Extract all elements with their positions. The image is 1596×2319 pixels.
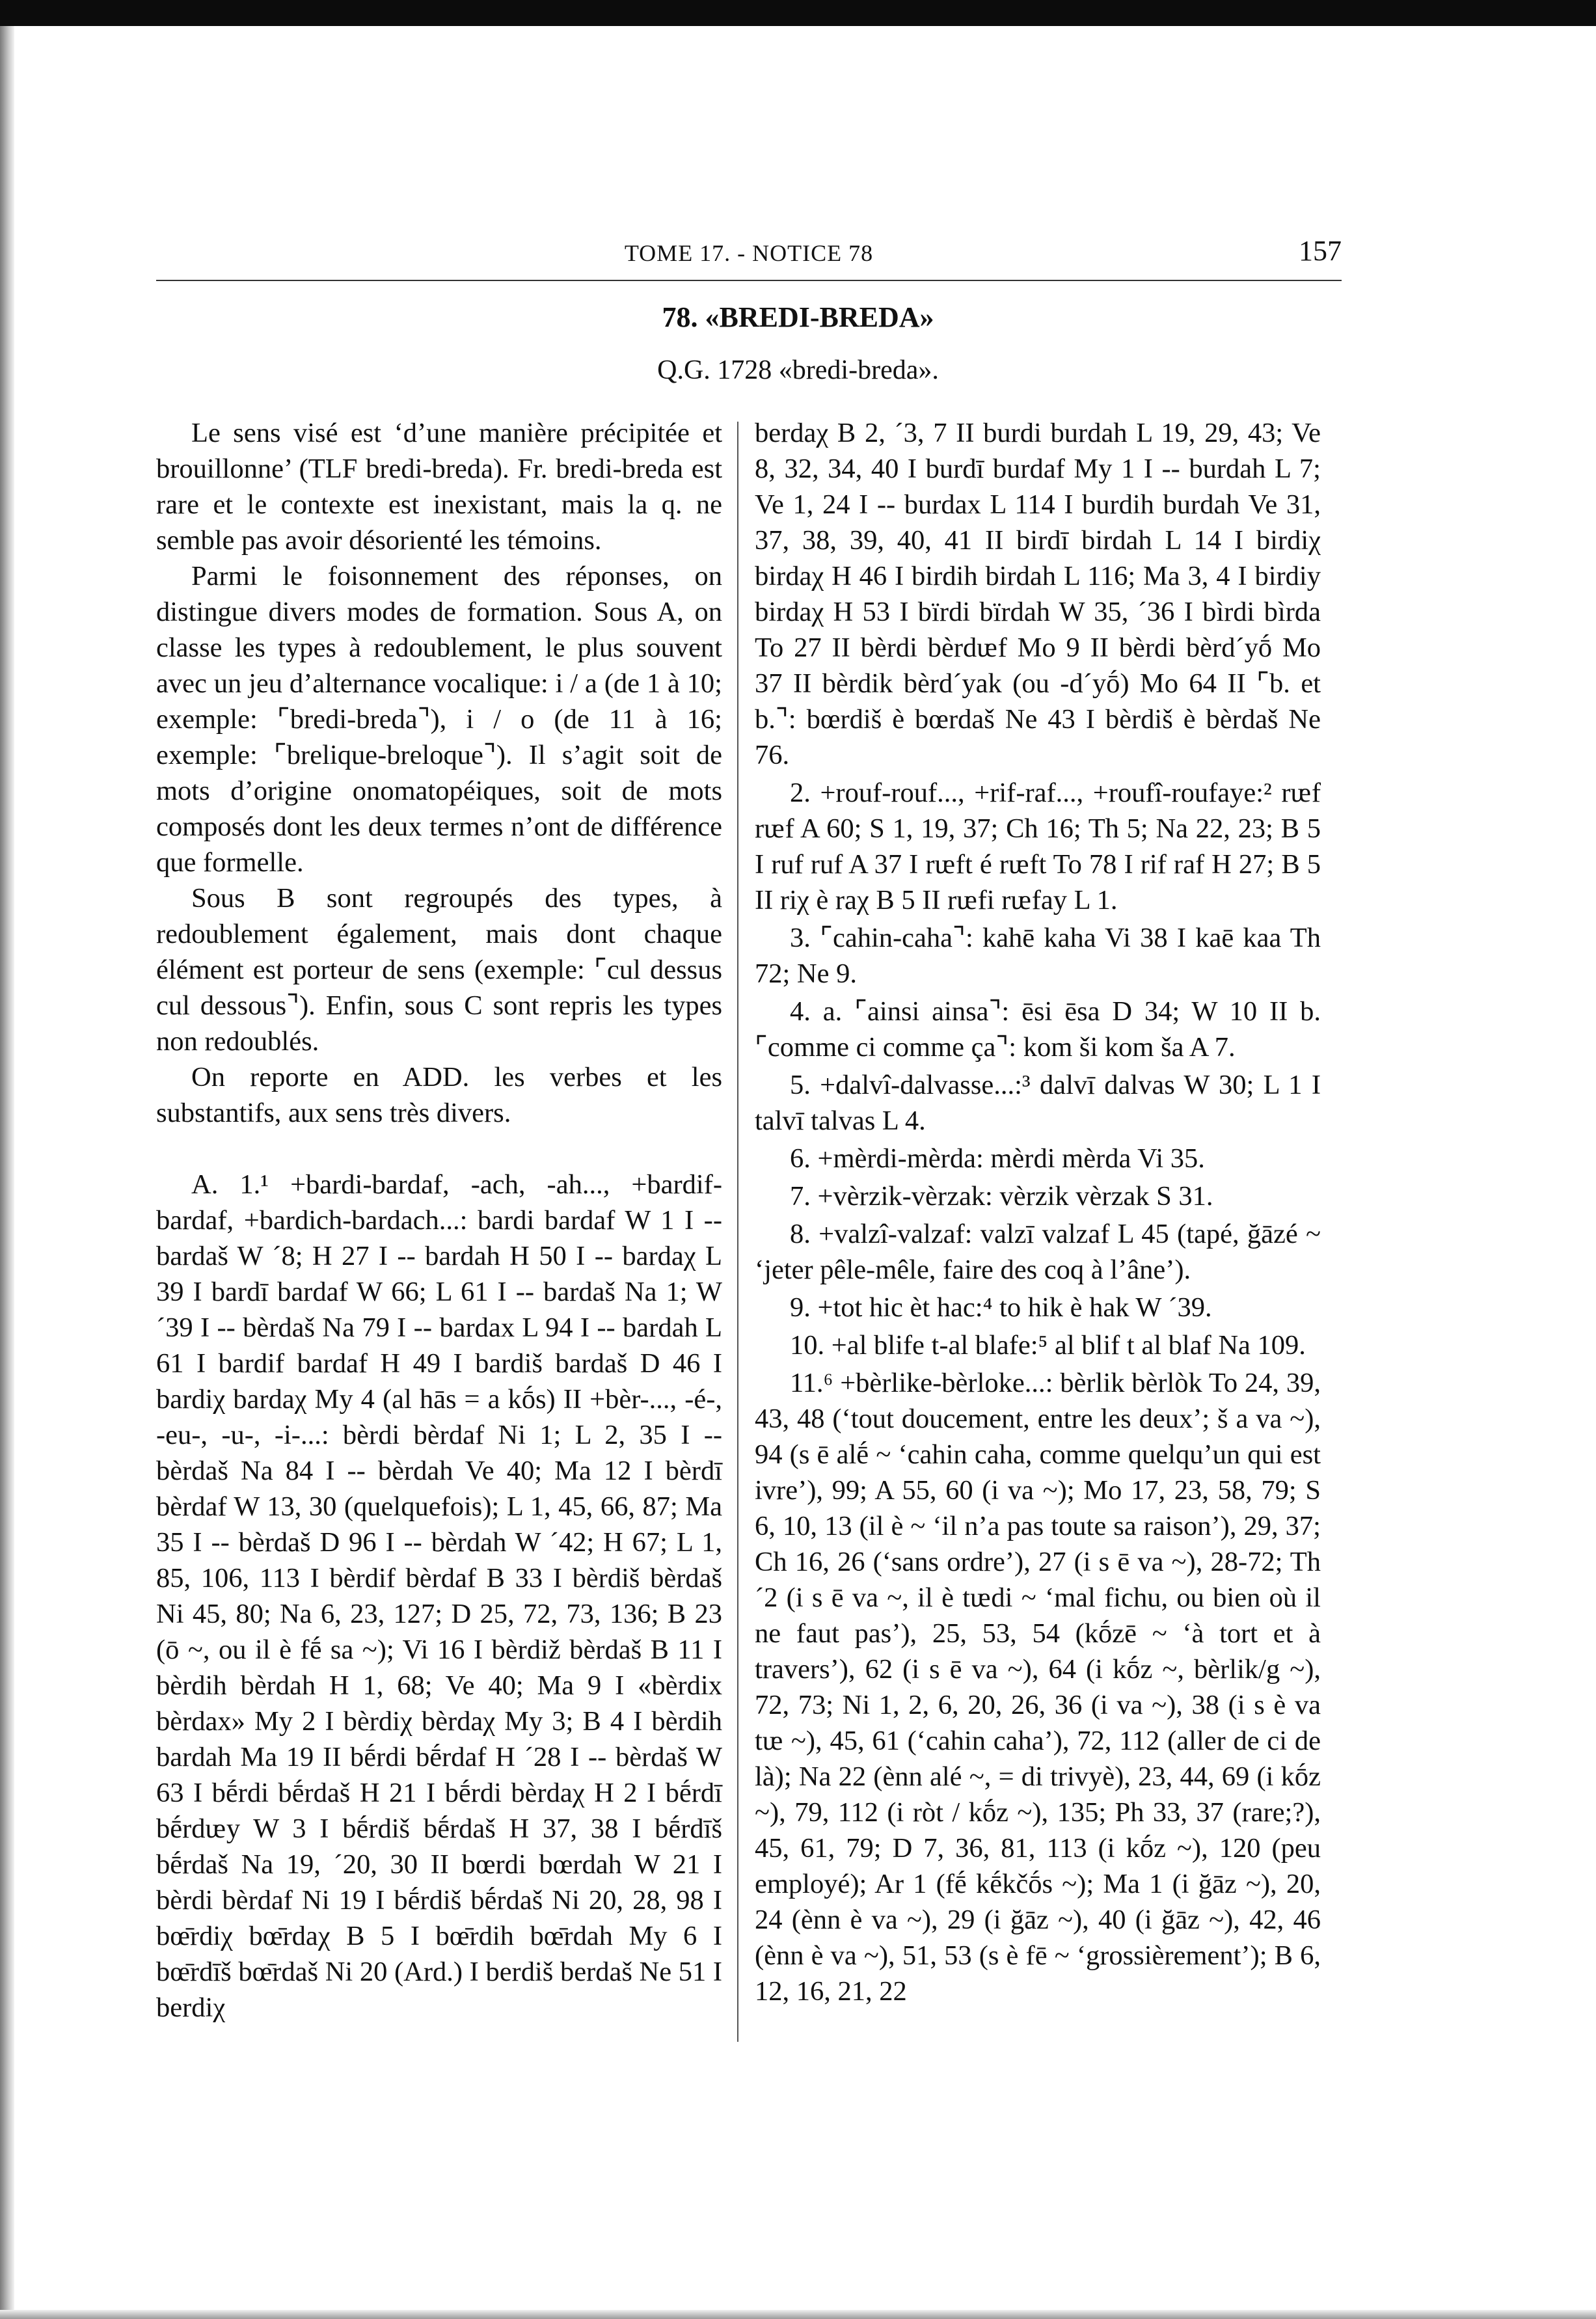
right-column [755,415,1321,2009]
entry-a9-tot-hic-et-hac: 9. +tot hic èt hac:⁴ to hik è hak W ´39. [790,1292,1212,1323]
entry-a6-merdi-merda: 6. +mèrdi-mèrda: mèrdi mèrda Vi 35. [790,1143,1205,1174]
page-header [156,234,1342,281]
column-divider [737,422,738,2042]
entry-a8-valzi-valzaf: 8. +valzî-valzaf: valzī valzaf L 45 (tapé, ğāzé ~ ‘jeter pêle-mêle, faire des coq à l’âne’). [755,1219,1321,1285]
entry-a1-bardi-bardaf: A. 1.¹ +bardi-bardaf, -ach, -ah..., +bardif-bardaf, +bardich-bardach...: bardi bardaf W 1 I -- bardaš W ´8; H 27 I -- bardah H 50 I -- bardaχ L 39 I bardī bardaf W 66; L 61 I -- bardaš Na 1; W ´39 I -- bèrdaš Na 79 I -- bardax L 94 I -- bardah L 61 I bardif bardaf H 49 I bardiš bardaš D 46 I bardiχ bardaχ My 4 (al hās = a kṓs) II +bèr-..., -é-, -eu-, -u-, -i-...: bèrdi bèrdaf Ni 1; L 2, 35 I -- bèrdaš Na 84 I -- bèrdah Ve 40; Ma 12 I bèrdī bèrdaf W 13, 30 (quelquefois); L 1, 45, 66, 87; Ma 35 I -- bèrdaš D 96 I -- bèrdah W ´42; H 67; L 1, 85, 106, 113 I bèrdif bèrdaf B 33 I bèrdiš bèrdaš Ni 45, 80; Na 6, 23, 127; D 25, 72, 73, 136; B 23 (ō ~, ou il è fḗ sa ~); Vi 16 I bèrdiž bèrdaš B 11 I bèrdih bèrdah H 1, 68; Ve 40; Ma 9 I «bèrdix bèrdax» My 2 I bèrdiχ bèrdaχ My 3; B 4 I bèrdih bardah Ma 19 II bḗrdi bḗrdaf H ´28 I -- bèrdaš W 63 I bḗrdi bḗrdaš H 21 I bḗrdi bèrdaχ H 2 I bḗrdī bḗrdᵫy W 3 I bḗrdiš bḗrdaš H 37, 38 I bḗrdīš bḗrdaš Na 19, ´20, 30 II bœrdi bœrdah W 21 I bèrdi bèrdaf Ni 19 I bḗrdiš bḗrdaš Ni 20, 28, 98 I bœ̄rdiχ bœ̄rdaχ B 5 I bœ̄rdih bœ̄rdah My 6 I bœ̄rdīš bœ̄rdaš Ni 20 (Ard.) I berdiš berdaš Ne 51 I berdiχ [156,1169,722,2023]
entry-a10-al-blife: 10. +al blife t-al blafe:⁵ al blif t al blaf Na 109. [790,1330,1306,1361]
entry-a1-continued: berdaχ B 2, ´3, 7 II burdi burdah L 19, 29, 43; Ve 8, 32, 34, 40 I burdī burdaf My 1 I -- burdah L 7; Ve 1, 24 I -- burdax L 114 I burdih burdah Ve 31, 37, 38, 39, 40, 41 II birdī birdah L 14 I birdiχ birdaχ H 46 I birdih birdah L 116; Ma 3, 4 I birdiy birdaχ H 53 I bïrdi bïrdah W 35, ´36 I bìrdi bìrda To 27 II bèrdi bèrdᵫf Mo 9 II bèrdi bèrd´yṓ Mo 37 II bèrdik bèrd´yak (ou -d´yṓ) Mo 64 II ⌜b. et b.⌝: bœrdiš è bœrdaš Ne 43 I bèrdiš è bèrdaš Ne 76. [755,418,1321,770]
entry-a3-cahin-caha: 3. ⌜cahin-caha⌝: kahē kaha Vi 38 I kaē kaa Th 72; Ne 9. [755,923,1321,989]
question-reference: Q.G. 1728 «bredi-breda». [657,355,939,385]
scan-top-band [0,0,1596,26]
left-column [156,415,722,2026]
paragraph-formation: Parmi le foisonnement des réponses, on distingue divers modes de formation. Sous A, on classe les types à redoublement, le plus souvent avec un jeu d’alternance vocalique: i / a (de 1 à 10; exemple: ⌜bredi-breda⌝), i / o (de 11 à 16; exemple: ⌜brelique-breloque⌝). Il s’agit soit de mots d’origine onomatopéiques, soit de mots composés dont les deux termes n’ont de différence que formelle. [156,561,722,878]
entry-a5-dalvi-dalvasse: 5. +dalvî-dalvasse...:³ dalvī dalvas W 30; L 1 I talvī talvas L 4. [755,1070,1321,1136]
paragraph-add: On reporte en ADD. les verbes et les substantifs, aux sens très divers. [156,1062,722,1128]
entry-a4-ainsi-ainsa: 4. a. ⌜ainsi ainsa⌝: ēsi ēsa D 34; W 10 II b. ⌜comme ci comme ça⌝: kom ši kom ša A 7. [755,996,1321,1063]
running-head: TOME 17. - NOTICE 78 [624,240,874,266]
paragraph-sense: Le sens visé est ‘d’une manière précipitée et brouillonne’ (TLF bredi-breda). Fr. bredi-breda est rare et le contexte est inexistant, mais la q. ne semble pas avoir désorienté les témoins. [156,418,722,556]
entry-a11-berlike-berloke: 11.⁶ +bèrlike-bèrloke...: bèrlik bèrlòk To 24, 39, 43, 48 (‘tout doucement, entre les deux’; š a va ~), 94 (s ē alḗ ~ ‘cahin caha, comme quelqu’un qui est ivre’), 99; A 55, 60 (i va ~); Mo 17, 23, 58, 79; S 6, 10, 13 (il è ~ ‘il n’a pas toute sa raison’), 29, 37; Ch 16, 26 (‘sans ordre’), 27 (i s ē va ~), 28-72; Th ´2 (i s ē va ~, il è tᵫdi ~ ‘mal fichu, ou bien où il ne faut pas’), 25, 53, 54 (kṓzē ~ ‘à tort et à travers’), 62 (i s ē va ~), 64 (i kṓz ~, bèrlik/g ~), 72, 73; Ni 1, 2, 6, 20, 26, 36 (i va ~), 38 (i s è va tᵫ ~), 45, 61 (‘cahin caha’), 72, 112 (aller de ci de là); Na 22 (ènn alé ~, = di trivyè), 23, 44, 69 (i kṓz ~), 79, 112 (i ròt / kṓz ~), 135; Ph 33, 37 (rare;?), 45, 61, 79; D 7, 36, 81, 113 (i kṓz ~), 120 (peu employé); Ar 1 (fḗ kḗkčṓs ~); Ma 1 (i ğāz ~), 20, 24 (ènn è va ~), 29 (i ğāz ~), 40 (i ğāz ~), 42, 46 (ènn è va ~), 51, 53 (s è fē ~ ‘grossièrement’); B 6, 12, 16, 21, 22 [755,1368,1321,2007]
entry-a2-rouf-rouf: 2. +rouf-rouf..., +rif-raf..., +roufî-roufaye:² rᵫf rᵫf A 60; S 1, 19, 37; Ch 16; Th 5; Na 22, 23; B 5 I ruf ruf A 37 I rᵫft é rᵫft To 78 I rif raf H 27; B 5 II riχ è raχ B 5 II rᵫfi rᵫfay L 1. [755,778,1321,915]
entry-a7-verzik-verzak: 7. +vèrzik-vèrzak: vèrzik vèrzak S 31. [790,1181,1213,1212]
scan-bottom-edge [0,2310,1596,2319]
article-title: 78. «BREDI-BREDA» [662,301,934,333]
page-number: 157 [1299,235,1342,267]
paragraph-types-b-c: Sous B sont regroupés des types, à redoublement également, mais dont chaque élément est porteur de sens (exemple: ⌜cul dessus cul dessous⌝). Enfin, sous C sont repris les types non redoublés. [156,883,722,1057]
